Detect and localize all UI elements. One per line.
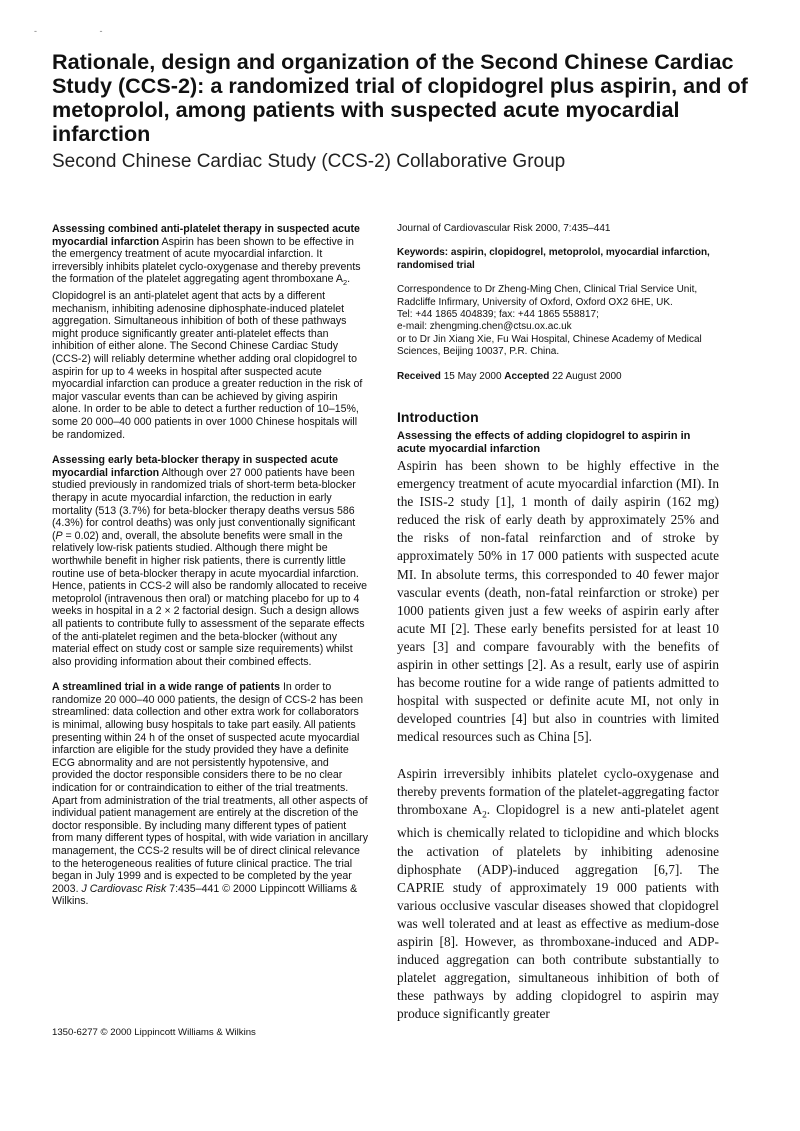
received-date: 15 May 2000 xyxy=(440,370,505,382)
scan-corner-mark: - - xyxy=(34,26,133,36)
introduction-heading: Introduction xyxy=(397,409,479,425)
introduction-paragraph-1: Aspirin has been shown to be highly effective in the emergency treatment of acute myocardial infarction (MI). In the ISIS-2 study [1], 1 month of daily aspirin (162 mg) reduced the risk of early death by approximately 25% and the risks of non-fatal reinfarction and of stroke by approximately 50% in 17 000 patients with suspected acute MI. In absolute terms, this corresponded to 40 fewer major vascular events (death, non-fatal reinfarction or stroke) per 1000 patients given just a few weeks of aspirin early after acute MI [2]. These early benefits persisted for at least 10 years [3] and compare favourably with the benefits of aspirin in other settings [2]. As a result, early use of aspirin has become routine for a wide range of patients admitted to hospital with suspected or definite acute MI, not only in developed countries [4] but also in countries with limited medical resources such as China [5]. xyxy=(397,458,719,745)
italic-text: P xyxy=(55,529,63,542)
italic-text: J Cardiovasc Risk xyxy=(81,882,167,895)
abstract-heading: Assessing combined anti-platelet therapy in suspected acute myocardial infarction xyxy=(52,223,360,248)
abstract-paragraph-beta-blocker xyxy=(52,454,368,668)
abstract-text: Although over 27 000 patients have been studied previously in randomized trials of short-term beta-blocker therapy in acute myocardial infarction, the reduction in early mortality (513 (3.7%) for beta-blocker therapy deaths versus 586 (4.3%) for control deaths) was only just conventionally significant ( xyxy=(52,466,356,542)
introduction-body xyxy=(397,457,719,1041)
footer-copyright: 1350-6277 © 2000 Lippincott Williams & Wilkins xyxy=(52,1027,256,1038)
keywords-label: Keywords: xyxy=(397,247,449,259)
received-accepted xyxy=(397,371,721,383)
abstract-text: 7:435–441 © 2000 Lippincott Williams & Wilkins. xyxy=(52,882,358,908)
keywords xyxy=(397,247,721,272)
abstract-column xyxy=(52,223,368,921)
abstract-paragraph-antiplatelet xyxy=(52,223,368,441)
keywords-list: aspirin, clopidogrel, metoprolol, myocardial infarction, randomised trial xyxy=(397,247,710,271)
accepted-date: 22 August 2000 xyxy=(549,370,622,382)
journal-citation xyxy=(397,223,721,235)
email-link[interactable]: e-mail: zhengming.chen@ctsu.ox.ac.uk xyxy=(397,321,572,333)
accepted-label: Accepted xyxy=(504,370,550,382)
journal-details: 2000, 7:435–441 xyxy=(532,223,611,234)
abstract-text: = 0.02) and, overall, the absolute benefits were small in the relatively low-risk patients studied. Although there might be worthwhile benefit in higher risk patients, there is currently little routine use of beta-blocker therapy in acute myocardial infarction. Hence, patients in CCS-2 will also be randomly allocated to receive metoprolol (intravenous then oral) or matching placebo for up to 4 weeks in hospital in a 2 × 2 factorial design. Such a design allows all patients to contribute fully to assessment of the separate effects of the anti-platelet regimen and the beta-blocker (without any material effect on study cost or sample size requirements) whilst also providing information about their combined effects. xyxy=(52,529,368,668)
subscript: 2 xyxy=(482,810,487,821)
correspondence-block xyxy=(397,284,721,358)
abstract-paragraph-streamlined xyxy=(52,681,368,908)
abstract-text: . Clopidogrel is an anti-platelet agent that acts by a different mechanism, inhibiting adenosine diphosphate-induced platelet aggregation. Simultaneous inhibition of both of these pathways might produce significantly greater anti-platelet effects than inhibition of either alone. The Second Chinese Cardiac Study (CCS-2) will reliably determine whether adding oral clopidogrel to aspirin for up to 4 weeks in hospital after suspected acute myocardial infarction can produce a greater reduction in the risk of major vascular events than can be achieved by giving aspirin alone. In order to be able to detect a further reduction of 10–15%, some 20 000–40 000 patients in over 1000 Chinese hospitals will be randomized. xyxy=(52,273,363,441)
article-title: Rationale, design and organization of the Second Chinese Cardiac Study (CCS-2): a randomized trial of clopidogrel plus aspirin, and of metoprolol, among patients with suspected acute myocardial infarction xyxy=(52,49,748,146)
tel-fax: Tel: +44 1865 404839; fax: +44 1865 558817; xyxy=(397,309,599,321)
received-label: Received xyxy=(397,370,441,382)
introduction-paragraph-2 xyxy=(397,765,719,1024)
journal-name: Journal of Cardiovascular Risk xyxy=(397,223,533,234)
correspondence-address-2: or to Dr Jin Xiang Xie, Fu Wai Hospital, Chinese Academy of Medical Sciences, Beijing 10037, P.R. China. xyxy=(397,333,702,358)
body-text: Aspirin irreversibly inhibits platelet cyclo-oxygenase and thereby prevents formation of the platelet-aggregating factor thromboxane A xyxy=(397,765,719,817)
body-text: . Clopidogrel is a new anti-platelet agent which is chemically related to ticlopidine and which blocks the activation of platelets by inhibiting adenosine diphosphate (ADP)-induced aggregation [6,7]. The CAPRIE study of approximately 19 000 patients with various occlusive vascular diseases showed that clopidogrel was well tolerated and at least as effective as medium-dose aspirin [8]. However, as thromboxane-induced and ADP-induced aggregation can both contribute substantially to platelet aggregation, simultaneous inhibition of both of these pathways by adding clopidogrel to aspirin may produce significantly greater xyxy=(397,801,719,1022)
abstract-text: Aspirin has been shown to be effective in the emergency treatment of acute myocardial infarction. It irreversibly inhibits platelet cyclo-oxygenase and thereby prevents the formation of the platelet aggregating agent thromboxane A xyxy=(52,235,361,286)
article-authors: Second Chinese Cardiac Study (CCS-2) Collaborative Group xyxy=(52,151,566,172)
metadata-column xyxy=(397,223,721,389)
introduction-subheading: Assessing the effects of adding clopidogrel to aspirin in acute myocardial infarction xyxy=(397,430,691,455)
subscript: 2 xyxy=(342,278,348,288)
abstract-heading: A streamlined trial in a wide range of patients xyxy=(52,681,281,694)
abstract-text: In order to randomize 20 000–40 000 patients, the design of CCS-2 has been streamlined: data collection and other extra work for collaborators is minimal, allowing busy hospitals to take part easily. All patients presenting within 24 h of the onset of suspected acute myocardial infarction are eligible for the study provided they have a definite ECG abnormality and are not persistently hypotensive, and provided the doctor responsible considers there to be no clear indication for or contraindication to either of the trial treatments. Apart from administration of the trial treatments, all other aspects of individual patient management are entirely at the discretion of the doctor responsible. By including many different types of patient from many different types of hospital, with wide variation in ancillary management, the CCS-2 results will be of direct clinical relevance to the heterogeneous realities of future clinical practice. The trial began in July 1999 and is expected to be completed by the year 2003. xyxy=(52,681,368,895)
abstract-heading: Assessing early beta-blocker therapy in suspected acute myocardial infarction xyxy=(52,454,339,479)
correspondence-address: Correspondence to Dr Zheng-Ming Chen, Clinical Trial Service Unit, Radcliffe Infirmary, University of Oxford, Oxford OX2 6HE, UK. xyxy=(397,284,698,308)
